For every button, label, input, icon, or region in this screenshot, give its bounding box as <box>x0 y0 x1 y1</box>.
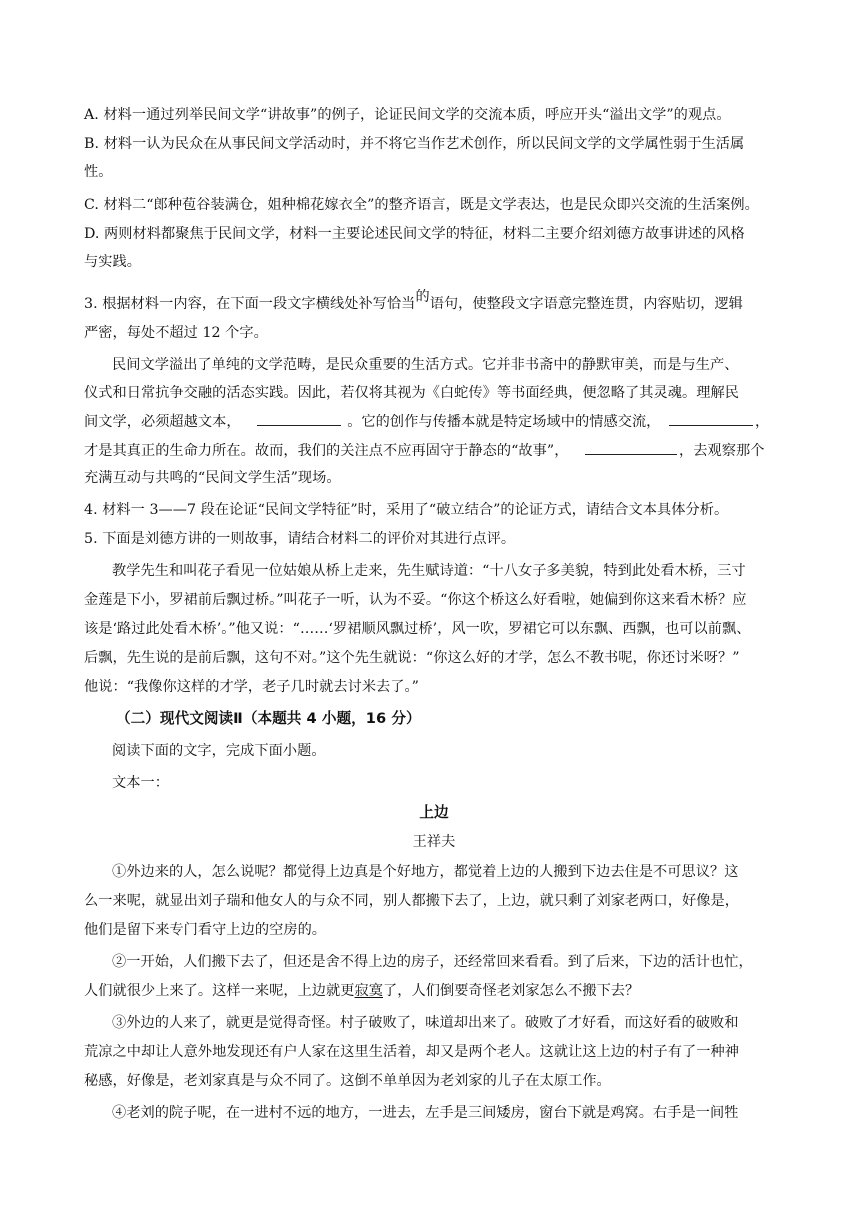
article-text: 了，人们倒要奇怪老刘家怎么不搬下去？ <box>383 983 640 999</box>
article-p2-line1: ②一开始，人们搬下去了，但还是舍不得上边的房子，还经常回来看看。到了后来，下边的活计也忙， <box>112 954 753 970</box>
underlined-word: 寂寞 <box>354 983 383 999</box>
option-d-line2: 与实践。 <box>84 254 141 270</box>
article-p1-line3: 他们是留下来专门看守上边的空房的。 <box>84 922 327 938</box>
article-title: 上边 <box>419 804 449 821</box>
story-line3: 该是‘路过此处看木桥’。”他又说：“……‘罗裙顺风飘过桥’，风一吹，罗裙它可以东飘、西飘，也可以前飘、 <box>84 621 751 637</box>
article-p4-line1: ④老刘的院子呢，在一进村不远的地方，一进去，左手是三间矮房，窗台下就是鸡窝。右手是一间牲 <box>112 1105 739 1121</box>
article-p2-line2 <box>84 981 639 1001</box>
option-a: A. 材料一通过列举民间文学“讲故事”的例子，论证民间文学的交流本质，呼应开头“溢出文学”的观点。 <box>84 107 731 123</box>
article-p3-line3: 秘感，好像是，老刘家真是与众不同了。这倒不单单因为老刘家的儿子在太原工作。 <box>84 1073 611 1089</box>
article-p1-line1: ①外边来的人，怎么说呢？都觉得上边真是个好地方，都觉着上边的人搬到下边去住是不可思议？这 <box>112 864 739 880</box>
option-b-line2: 性。 <box>84 164 113 180</box>
answer-blank-3[interactable] <box>585 440 677 455</box>
story-line2: 金莲是下小，罗裙前后飘过桥。”叫花子一听，认为不妥。“你这个桥这么好看啦，她偏到你这来看木桥？应 <box>84 592 747 608</box>
article-author: 王祥夫 <box>412 834 456 850</box>
question-3-superscript: 的 <box>415 289 430 305</box>
q3-passage-line4 <box>84 440 764 461</box>
question-5: 5. 下面是刘德方讲的一则故事，请结合材料二的评价对其进行点评。 <box>84 531 516 547</box>
question-3-line2: 严密，每处不超过 12 个字。 <box>84 325 268 341</box>
q3-passage-line3 <box>84 411 769 432</box>
article-p3-line1: ③外边的人来了，就更是觉得奇怪。村子破败了，味道却出来了。破败了才好看，而这好看的破败和 <box>112 1015 739 1031</box>
question-3-line1 <box>84 289 743 314</box>
q3-passage-text: 才是其真正的生命力所在。故而，我们的关注点不应再固守于静态的“故事”， <box>84 443 569 459</box>
q3-passage-line1: 民间文学溢出了单纯的文学范畴，是民众重要的生活方式。它并非书斋中的静默审美，而是与生产、 <box>112 357 739 373</box>
q3-passage-text: ，去观察那个 <box>679 443 765 459</box>
story-line4: 后飘，先生说的是前后飘，这句不对。”这个先生就说：“你这么好的才学，怎么不教书呢，你还讨米呀？” <box>84 650 740 666</box>
section-instruction: 阅读下面的文字，完成下面小题。 <box>112 743 326 759</box>
q3-passage-line5: 充满互动与共鸣的“民间文学生活”现场。 <box>84 470 341 486</box>
answer-blank-1[interactable] <box>257 411 341 426</box>
question-3-text-a: 3. 根据材料一内容，在下面一段文字横线处补写恰当 <box>84 296 416 312</box>
question-4: 4. 材料一 3——7 段在论证“民间文学特征”时，采用了“破立结合”的论证方式，请结合文本具体分析。 <box>84 502 729 518</box>
article-text: 人们就很少上来了。这样一来呢，上边就更 <box>84 983 355 999</box>
q3-passage-line2: 仪式和日常抗争交融的活态实践。因此，若仅将其视为《白蛇传》等书面经典，便忽略了其灵魂。理解民 <box>84 385 739 401</box>
option-d-line1: D. 两则材料都聚焦于民间文学，材料一主要论述民间文学的特征，材料二主要介绍刘德方故事讲述的风格 <box>84 226 745 242</box>
answer-blank-2[interactable] <box>669 411 753 426</box>
option-b-line1: B. 材料一认为民众在从事民间文学活动时，并不将它当作艺术创作，所以民间文学的文学属性弱于生活属 <box>84 136 745 152</box>
q3-passage-text: 。它的创作与传播本就是特定场域中的情感交流， <box>347 414 661 430</box>
article-p1-line2: 么一来呢，就显出刘子瑞和他女人的与众不同，别人都搬下去了，上边，就只剩了刘家老两口，好像是， <box>84 893 739 909</box>
story-line1: 教学先生和叫花子看见一位姑娘从桥上走来，先生赋诗道：“十八女子多美貌，特到此处看木桥，三寸 <box>112 563 746 579</box>
article-p3-line2: 荒凉之中却让人意外地发现还有户人家在这里生活着，却又是两个老人。这就让这上边的村子有了一种神 <box>84 1044 739 1060</box>
question-3-text-b: 语句，使整段文字语意完整连贯，内容贴切，逻辑 <box>429 296 743 312</box>
section-heading: （二）现代文阅读Ⅱ（本题共 4 小题，16 分） <box>116 710 421 727</box>
q3-passage-text: ， <box>754 414 770 430</box>
option-c: C. 材料二“郎种苞谷装满仓，姐种棉花嫁衣全”的整齐语言，既是文学表达，也是民众即兴交流的生活案例。 <box>84 197 759 213</box>
q3-passage-text: 间文学，必须超越文本， <box>84 414 241 430</box>
text-one-label: 文本一： <box>112 775 169 791</box>
story-line5: 他说：“我像你这样的才学，老子几时就去讨米去了。” <box>84 679 419 695</box>
